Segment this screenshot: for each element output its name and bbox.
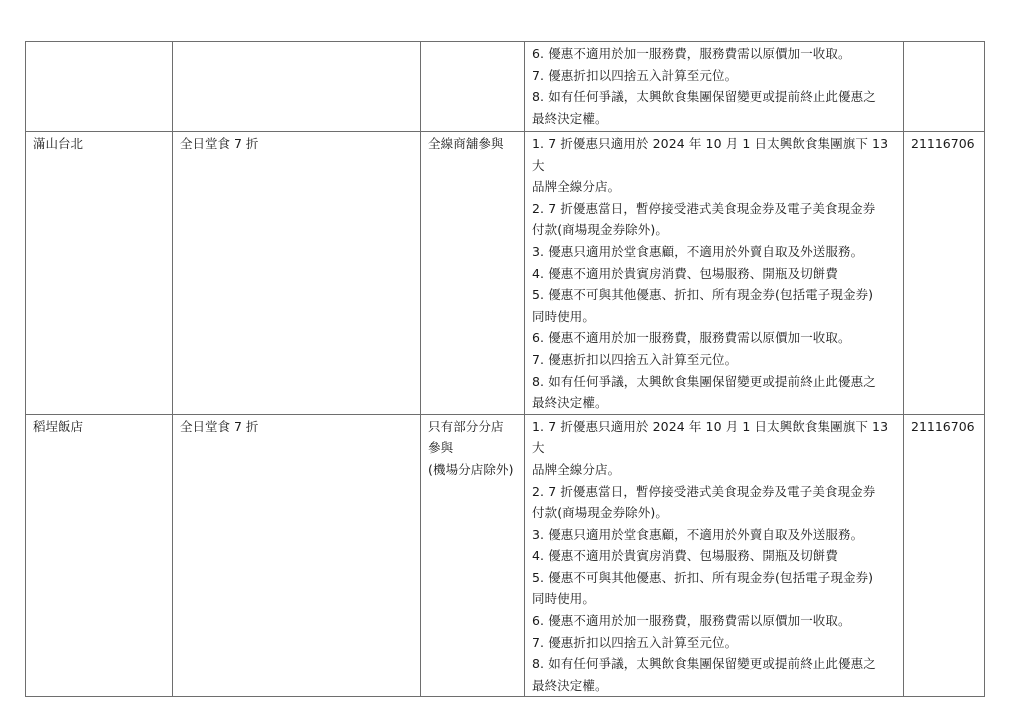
terms-cell <box>525 414 904 697</box>
term-line: 8. 如有任何爭議，太興飲食集團保留變更或提前終止此優惠之 <box>532 373 876 389</box>
term-line: 6. 優惠不適用於加一服務費，服務費需以原價加一收取。 <box>532 46 851 61</box>
offer-cell <box>173 42 421 132</box>
term-line: 付款(商場現金券除外)。 <box>532 505 668 521</box>
term-line: 6. 優惠不適用於加一服務費，服務費需以原價加一收取。 <box>532 330 851 346</box>
restaurant-name-cell: 稻埕飯店 <box>26 414 173 697</box>
term-line: 7. 優惠折扣以四捨五入計算至元位。 <box>532 634 738 650</box>
term-line: 3. 優惠只適用於堂食惠顧，不適用於外賣自取及外送服務。 <box>532 243 864 259</box>
promotion-table <box>25 41 985 697</box>
participation-cell <box>421 414 525 697</box>
table-row <box>26 132 985 415</box>
term-line: 最終決定權。 <box>532 395 608 411</box>
term-line: 1. 7 折優惠只適用於 2024 年 10 月 1 日太興飲食集團旗下 13 大 <box>532 418 889 456</box>
participation-line: 只有部分分店 <box>428 418 504 434</box>
participation-line: 全線商舖參與 <box>428 136 504 151</box>
term-line: 7. 優惠折扣以四捨五入計算至元位。 <box>532 351 738 367</box>
term-line: 4. 優惠不適用於貴賓房消費、包場服務、開瓶及切餅費 <box>532 548 839 564</box>
term-line: 1. 7 折優惠只適用於 2024 年 10 月 1 日太興飲食集團旗下 13 大 <box>532 136 889 173</box>
term-line: 最終決定權。 <box>532 110 608 126</box>
term-line: 3. 優惠只適用於堂食惠顧，不適用於外賣自取及外送服務。 <box>532 526 864 542</box>
terms-cell <box>525 42 904 132</box>
offer-cell: 全日堂食 7 折 <box>173 414 421 697</box>
term-line: 6. 優惠不適用於加一服務費，服務費需以原價加一收取。 <box>532 613 851 629</box>
code-cell: 21116706 <box>904 414 985 697</box>
participation-line: 參與 <box>428 440 454 456</box>
term-line: 5. 優惠不可與其他優惠、折扣、所有現金券(包括電子現金券) <box>532 569 874 585</box>
term-line: 8. 如有任何爭議，太興飲食集團保留變更或提前終止此優惠之 <box>532 89 876 105</box>
restaurant-name-cell: 滿山台北 <box>26 132 173 415</box>
table-row <box>26 42 985 132</box>
term-line: 5. 優惠不可與其他優惠、折扣、所有現金券(包括電子現金券) <box>532 287 874 303</box>
term-line: 同時使用。 <box>532 308 596 324</box>
participation-line: (機場分店除外) <box>428 461 514 477</box>
table-row <box>26 414 985 697</box>
terms-cell <box>525 132 904 415</box>
code-cell <box>904 42 985 132</box>
term-line: 2. 7 折優惠當日，暫停接受港式美食現金券及電子美食現金券 <box>532 200 876 216</box>
term-line: 8. 如有任何爭議，太興飲食集團保留變更或提前終止此優惠之 <box>532 656 876 672</box>
term-line: 最終決定權。 <box>532 677 608 693</box>
term-line: 4. 優惠不適用於貴賓房消費、包場服務、開瓶及切餅費 <box>532 265 839 281</box>
restaurant-name-cell <box>26 42 173 132</box>
term-line: 7. 優惠折扣以四捨五入計算至元位。 <box>532 67 738 83</box>
code-cell: 21116706 <box>904 132 985 415</box>
participation-cell <box>421 42 525 132</box>
term-line: 2. 7 折優惠當日，暫停接受港式美食現金券及電子美食現金券 <box>532 483 876 499</box>
participation-cell <box>421 132 525 415</box>
offer-cell: 全日堂食 7 折 <box>173 132 421 415</box>
term-line: 同時使用。 <box>532 591 596 607</box>
term-line: 品牌全線分店。 <box>532 461 621 477</box>
term-line: 付款(商場現金券除外)。 <box>532 222 668 238</box>
term-line: 品牌全線分店。 <box>532 179 621 195</box>
